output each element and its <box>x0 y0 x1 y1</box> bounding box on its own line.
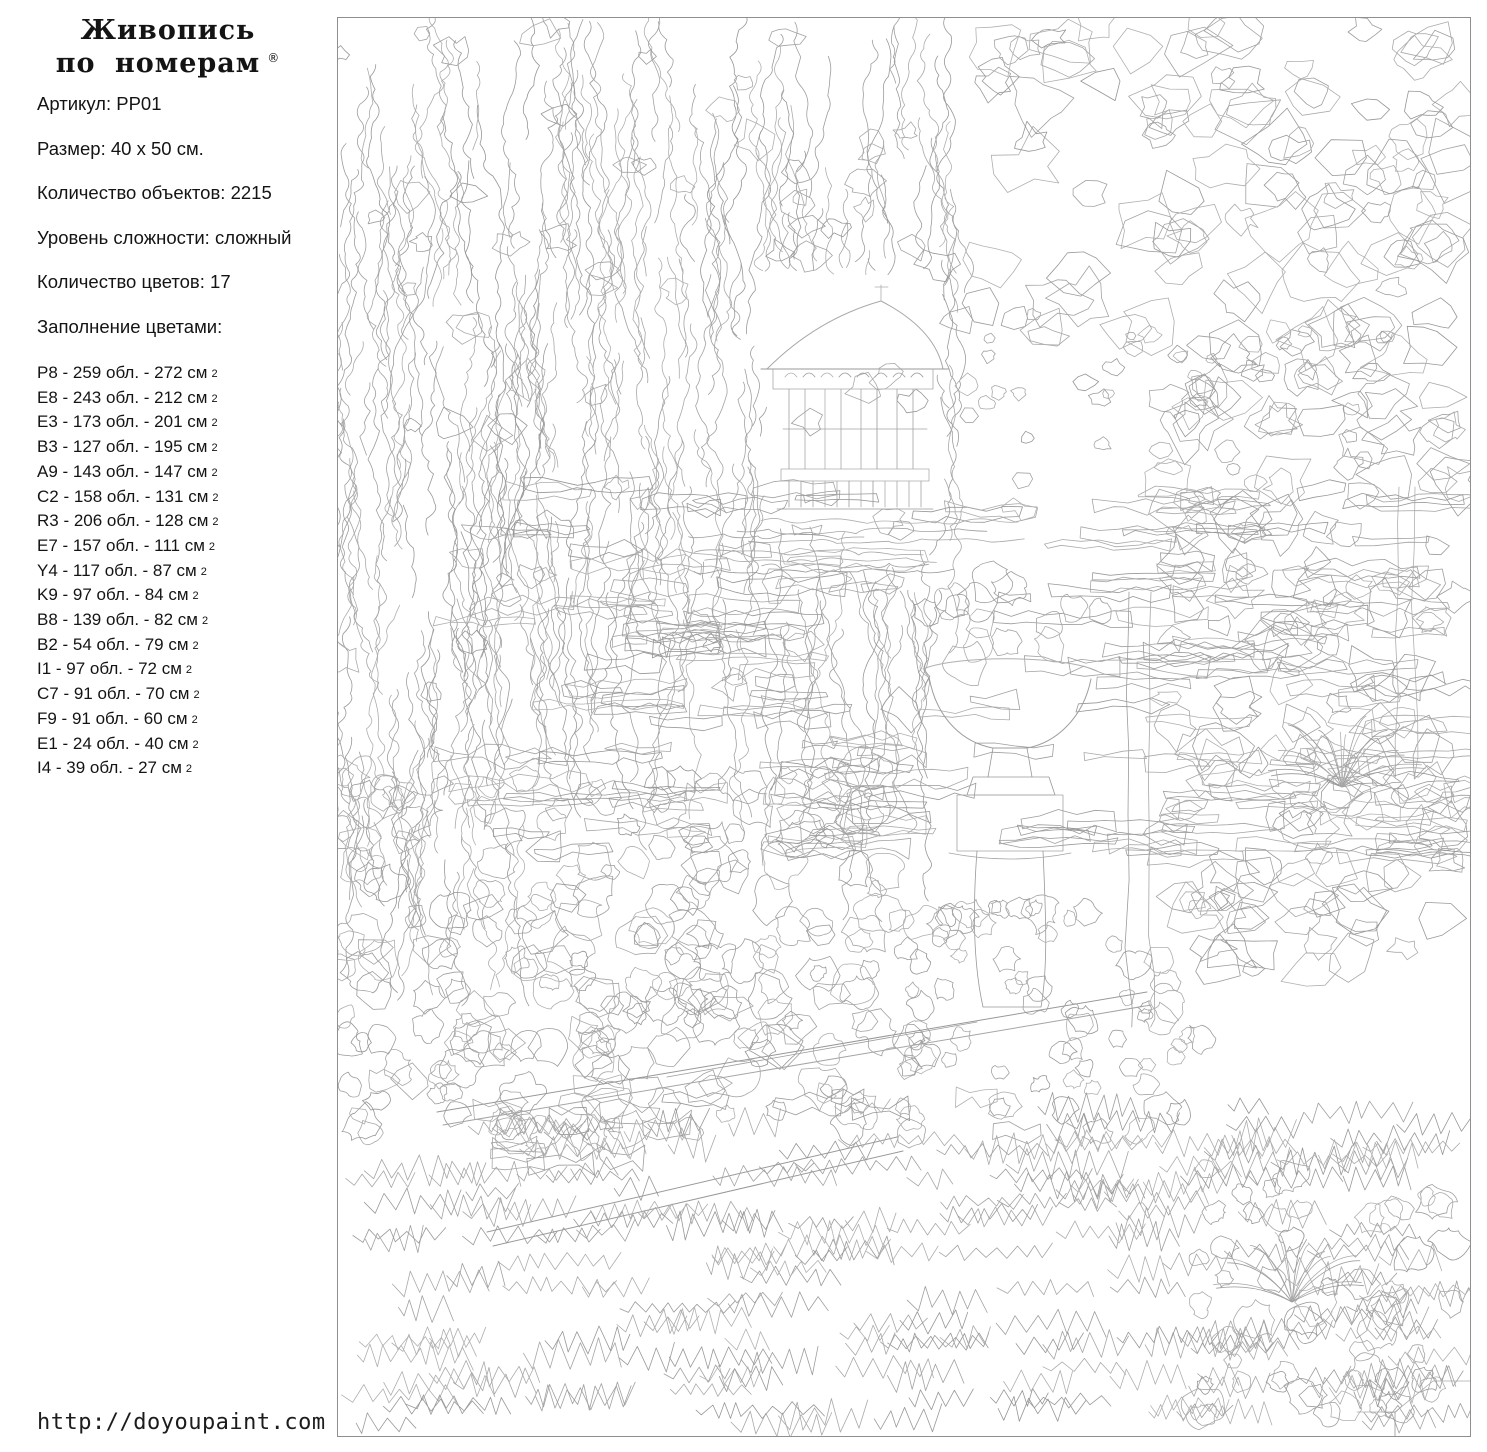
superscript-2: 2 <box>212 516 219 529</box>
color-usage-row <box>37 683 327 708</box>
color-usage-row <box>37 510 327 535</box>
color-usage-text: I4 - 39 обл. - 27 см <box>37 758 182 778</box>
fill-colors-header: Заполнение цветами: <box>37 315 223 337</box>
color-usage-row <box>37 658 327 683</box>
color-usage-text: K9 - 97 обл. - 84 см <box>37 585 189 605</box>
color-usage-row <box>37 362 327 387</box>
color-usage-text: B8 - 139 обл. - 82 см <box>37 610 198 630</box>
superscript-2: 2 <box>192 639 199 652</box>
color-usage-list <box>37 362 327 782</box>
product-color-count: Количество цветов: 17 <box>37 271 231 292</box>
color-usage-text: A9 - 143 обл. - 147 см <box>37 461 208 481</box>
color-usage-row <box>37 486 327 511</box>
product-article: Артикул: PP01 <box>37 93 162 114</box>
color-usage-row <box>37 535 327 560</box>
paint-by-numbers-outline-canvas <box>337 17 1471 1437</box>
superscript-2: 2 <box>185 664 193 677</box>
color-usage-text: E1 - 24 обл. - 40 см <box>37 733 189 753</box>
product-difficulty: Уровень сложности: сложный <box>37 226 292 248</box>
product-object-count: Количество объектов: 2215 <box>37 182 272 203</box>
superscript-2: 2 <box>211 392 218 405</box>
sidebar <box>0 0 337 1452</box>
superscript-2: 2 <box>211 466 218 479</box>
color-usage-row <box>37 584 327 609</box>
superscript-2: 2 <box>193 689 200 702</box>
color-usage-text: E8 - 243 обл. - 212 см <box>37 387 208 407</box>
color-usage-row <box>37 757 327 782</box>
superscript-2: 2 <box>208 540 216 553</box>
color-usage-row <box>37 436 327 461</box>
color-usage-text: C7 - 91 обл. - 70 см <box>37 684 190 704</box>
registered-trademark-icon: ® <box>267 51 281 65</box>
color-usage-text: I1 - 97 обл. - 72 см <box>37 659 182 679</box>
superscript-2: 2 <box>185 763 193 776</box>
superscript-2: 2 <box>211 368 218 380</box>
brand-logo-line2 <box>18 47 318 85</box>
superscript-2: 2 <box>212 491 219 504</box>
color-usage-text: B3 - 127 обл. - 195 см <box>37 437 208 457</box>
superscript-2: 2 <box>192 738 199 751</box>
color-usage-row <box>37 387 327 412</box>
brand-logo-line1: Живопись <box>80 15 256 46</box>
color-usage-text: C2 - 158 обл. - 131 см <box>37 486 209 506</box>
color-usage-text: P8 - 259 обл. - 272 см <box>37 363 208 382</box>
brand-logo-line2-text: по номерам <box>55 48 261 79</box>
color-usage-text: Y4 - 117 обл. - 87 см <box>37 560 197 580</box>
brand-logo <box>18 14 318 85</box>
color-usage-row <box>37 560 327 585</box>
superscript-2: 2 <box>192 590 199 603</box>
superscript-2: 2 <box>191 713 198 726</box>
superscript-2: 2 <box>200 565 207 578</box>
color-usage-text: E3 - 173 обл. - 201 см <box>37 412 208 432</box>
garden-scene-line-art <box>337 17 1471 1437</box>
superscript-2: 2 <box>211 442 218 455</box>
superscript-2: 2 <box>211 417 218 430</box>
color-usage-text: F9 - 91 обл. - 60 см <box>37 708 188 728</box>
color-usage-row <box>37 411 327 436</box>
color-usage-row <box>37 708 327 733</box>
superscript-2: 2 <box>202 615 209 628</box>
color-usage-row <box>37 733 327 758</box>
product-size: Размер: 40 x 50 см. <box>37 137 204 159</box>
color-usage-text: E7 - 157 обл. - 111 см <box>37 535 205 555</box>
color-usage-text: B2 - 54 обл. - 79 см <box>37 634 189 654</box>
color-usage-text: R3 - 206 обл. - 128 см <box>37 511 209 531</box>
color-usage-row <box>37 461 327 486</box>
color-usage-row <box>37 609 327 634</box>
product-info <box>37 95 327 782</box>
website-url: http://doyoupaint.com <box>37 1410 326 1435</box>
color-usage-row <box>37 634 327 659</box>
